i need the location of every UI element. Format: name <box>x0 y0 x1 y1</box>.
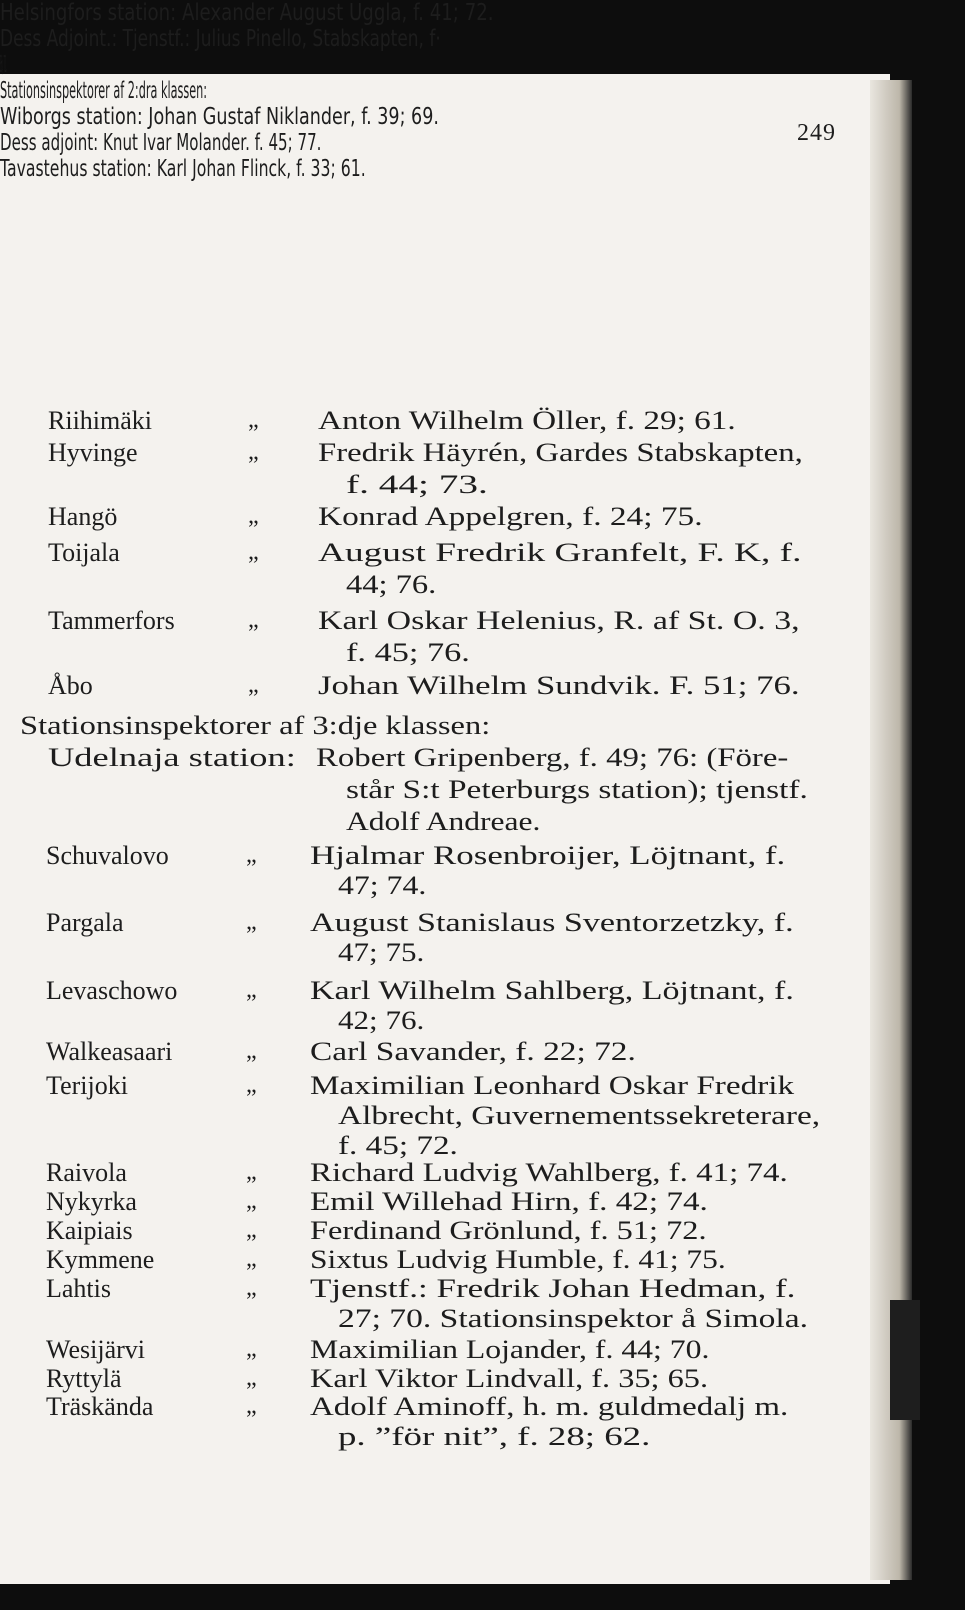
station-name: Kymmene <box>46 1245 155 1274</box>
entry-line: p. ”för nit”, f. 28; 62. <box>338 1422 651 1451</box>
entry-line: Hjalmar Rosenbroijer, Löjtnant, f. <box>310 841 786 870</box>
entry-line: Johan Wilhelm Sundvik. F. 51; 76. <box>318 671 800 700</box>
ditto-mark: „ <box>248 672 259 698</box>
section-heading: Stationsinspektorer af 2:dra klassen: <box>0 78 208 104</box>
page-fore-edge-shadow <box>890 1300 920 1420</box>
entry-line: 47; 74. <box>338 871 427 900</box>
entry-line: Ferdinand Grönlund, f. 51; 72. <box>310 1216 707 1245</box>
station-name: Pargala <box>46 908 124 937</box>
entry-line: 44; 76. <box>346 570 437 599</box>
entry-line: Karl Viktor Lindvall, f. 35; 65. <box>310 1364 709 1393</box>
station-name: Walkeasaari <box>46 1037 173 1066</box>
entry-line: August Stanislaus Sventorzetzky, f. <box>310 908 794 937</box>
ditto-mark: „ <box>246 1038 257 1064</box>
ditto-mark: „ <box>246 1217 257 1243</box>
entry-line: August Fredrik Granfelt, F. K, f. <box>318 538 802 567</box>
ditto-mark: „ <box>246 1275 257 1301</box>
entry-line: Maximilian Leonhard Oskar Fredrik <box>310 1071 795 1100</box>
station-name: Hyvinge <box>48 438 138 467</box>
entry-line: 27; 70. Stationsinspektor å Simola. <box>338 1304 808 1333</box>
entry-line: 42; 76. <box>338 1006 425 1035</box>
station-name: Ryttylä <box>46 1364 122 1393</box>
ditto-mark: „ <box>246 1188 257 1214</box>
entry-line: Karl Wilhelm Sahlberg, Löjtnant, f. <box>310 976 794 1005</box>
ditto-mark: „ <box>246 1393 257 1419</box>
page-number: 249 <box>797 120 836 146</box>
station-name: Träskända <box>46 1392 154 1421</box>
ditto-mark: „ <box>248 407 259 433</box>
intro-line: Dess adjoint: Knut Ivar Molander. f. 45; 77. <box>0 130 322 156</box>
entry-line: Sixtus Ludvig Humble, f. 41; 75. <box>310 1245 726 1274</box>
ditto-mark: „ <box>246 842 257 868</box>
section-heading: Stationsinspektorer af 3:dje klassen: <box>20 711 491 740</box>
entry-line: Richard Ludvig Wahlberg, f. 41; 74. <box>310 1158 788 1187</box>
ditto-mark: „ <box>248 439 259 465</box>
ditto-mark: „ <box>246 977 257 1003</box>
entry-line: Albrecht, Guvernementssekreterare, <box>338 1101 821 1130</box>
entry-line: Carl Savander, f. 22; 72. <box>310 1037 636 1066</box>
station-name: Udelnaja station: <box>48 743 296 772</box>
station-name: Hangö <box>48 502 118 531</box>
entry-line: f. 45; 72. <box>338 1131 458 1160</box>
station-name: Terijoki <box>46 1071 128 1100</box>
station-name: Kaipiais <box>46 1216 133 1245</box>
ditto-mark: „ <box>248 539 259 565</box>
entry-line: Fredrik Häyrén, Gardes Stabskapten, <box>318 438 803 467</box>
entry-line: Tjenstf.: Fredrik Johan Hedman, f. <box>310 1274 796 1303</box>
entry-line: står S:t Peterburgs station); tjenstf. <box>346 775 808 804</box>
entry-line: Konrad Appelgren, f. 24; 75. <box>318 502 703 531</box>
station-name: Wesijärvi <box>46 1335 145 1364</box>
station-name: Schuvalovo <box>46 841 169 870</box>
entry-line: Adolf Aminoff, h. m. guldmedalj m. <box>310 1392 789 1421</box>
header-line: Helsingfors station: Alexander August Uggla, f. 41; 72. <box>0 0 494 26</box>
entry-line: f. 44; 73. <box>346 470 488 499</box>
station-name: Lahtis <box>46 1274 111 1303</box>
station-name: Åbo <box>48 671 93 700</box>
ditto-mark: „ <box>248 503 259 529</box>
entry-line: 47; 75. <box>338 938 425 967</box>
entry-line: f. 45; 76. <box>346 638 470 667</box>
entry-line: Maximilian Lojander, f. 44; 70. <box>310 1335 710 1364</box>
station-name: Riihimäki <box>48 406 152 435</box>
intro-line: Tavastehus station: Karl Johan Flinck, f. 33; 61. <box>0 156 366 182</box>
ditto-mark: „ <box>246 1246 257 1272</box>
intro-line: Wiborgs station: Johan Gustaf Niklander, f. 39; 69. <box>0 104 439 130</box>
station-name: Levaschowo <box>46 976 178 1005</box>
station-name: Nykyrka <box>46 1187 137 1216</box>
station-name: Toijala <box>48 538 120 567</box>
entry-line: Emil Willehad Hirn, f. 42; 74. <box>310 1187 708 1216</box>
station-name: Tammerfors <box>48 606 175 635</box>
ditto-mark: „ <box>246 1365 257 1391</box>
entry-line: Karl Oskar Helenius, R. af St. O. 3, <box>318 606 800 635</box>
entry-line: Adolf Andreae. <box>346 807 541 836</box>
header-line: Dess Adjoint.: Tjenstf.: Julius Pinello, Stabskapten, f· <box>0 26 441 52</box>
ditto-mark: „ <box>246 909 257 935</box>
ditto-mark: „ <box>248 607 259 633</box>
ditto-mark: „ <box>246 1159 257 1185</box>
header-line: 36; 72. <box>0 52 7 78</box>
ditto-mark: „ <box>246 1072 257 1098</box>
ditto-mark: „ <box>246 1336 257 1362</box>
station-name: Raivola <box>46 1158 127 1187</box>
entry-line: Robert Gripenberg, f. 49; 76: (Före- <box>316 743 789 772</box>
entry-line: Anton Wilhelm Öller, f. 29; 61. <box>318 406 736 435</box>
